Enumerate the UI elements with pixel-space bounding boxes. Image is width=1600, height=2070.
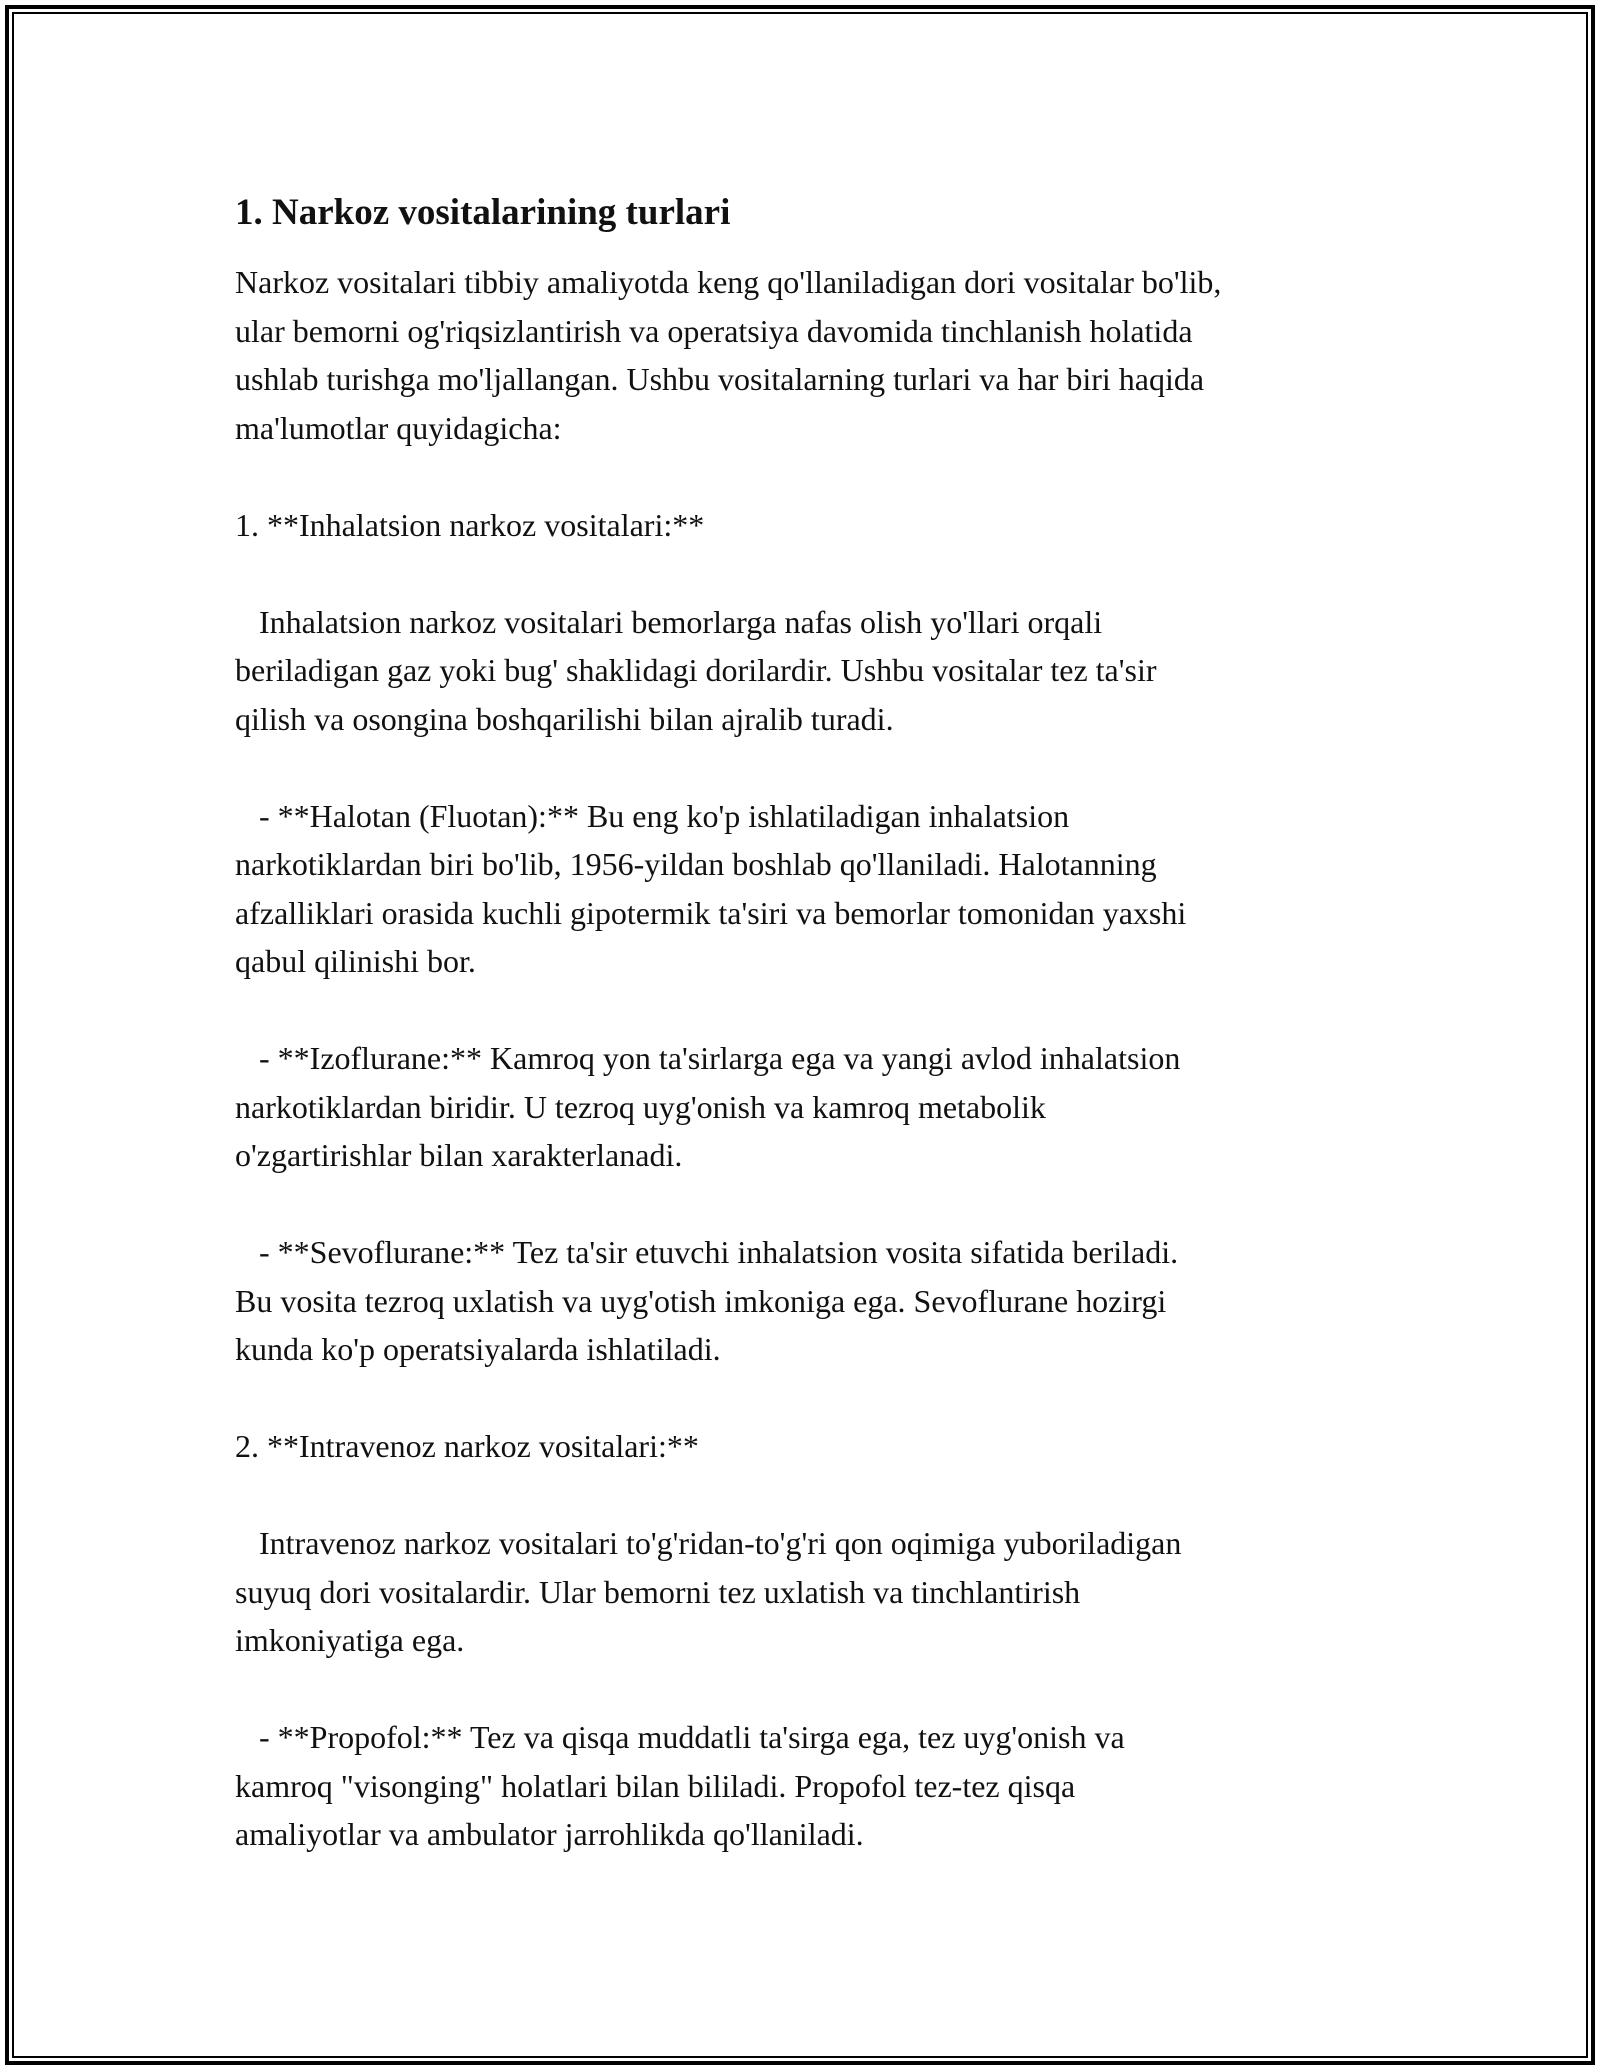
paragraph-spacer bbox=[235, 1374, 1375, 1423]
list-item-propofol: - **Propofol:** Tez va qisqa muddatli ta'sirga ega, tez uyg'onish va kamroq "visonging" holatlari bilan bililadi. Propofol tez-tez qisqa amaliyotlar va ambulator jarrohlikda qo'llaniladi. bbox=[235, 1719, 1125, 1852]
intravenous-description: Intravenoz narkoz vositalari to'g'ridan-to'g'ri qon oqimiga yuboriladigan suyuq dori vositalardir. Ular bemorni tez uxlatish va tinchlantirish imkoniyatiga ega. bbox=[235, 1525, 1182, 1658]
paragraph-spacer bbox=[235, 1471, 1375, 1520]
intro-paragraph: Narkoz vositalari tibbiy amaliyotda keng qo'llaniladigan dori vositalar bo'lib, ular bemorni og'riqsizlantirish va operatsiya davomida tinchlanish holatida ushlab turishga mo'ljallangan. Ushbu vositalarning turlari va har biri haqida ma'lumotlar quyidagicha: bbox=[235, 264, 1222, 446]
paragraph-spacer bbox=[235, 452, 1375, 501]
section-heading-inhalation: 1. **Inhalatsion narkoz vositalari:** bbox=[235, 506, 705, 543]
paragraph-spacer bbox=[235, 743, 1375, 792]
list-item-sevoflurane: - **Sevoflurane:** Tez ta'sir etuvchi inhalatsion vosita sifatida beriladi. Bu vosita tezroq uxlatish va uyg'otish imkoniga ega. Sevoflurane hozirgi kunda ko'p operatsiyalarda ishlatiladi. bbox=[235, 1234, 1179, 1367]
paragraph-spacer bbox=[235, 986, 1375, 1035]
inhalation-description: Inhalatsion narkoz vositalari bemorlarga nafas olish yo'llari orqali beriladigan gaz yoki bug' shaklidagi dorilardir. Ushbu vositalar tez ta'sir qilish va osongina boshqarilishi bilan ajralib turadi. bbox=[235, 603, 1157, 737]
paragraph-spacer bbox=[235, 1180, 1375, 1229]
document-body bbox=[235, 188, 1375, 1859]
paragraph-spacer bbox=[235, 549, 1375, 598]
list-item-halotan: - **Halotan (Fluotan):** Bu eng ko'p ishlatiladigan inhalatsion narkotiklardan biri bo'lib, 1956-yildan boshlab qo'llaniladi. Halotanning afzalliklari orasida kuchli gipotermik ta'siri va bemorlar tomonidan yaxshi qabul qilinishi bor. bbox=[235, 797, 1187, 979]
section-heading-intravenous: 2. **Intravenoz narkoz vositalari:** bbox=[235, 1428, 699, 1464]
list-item-izoflurane: - **Izoflurane:** Kamroq yon ta'sirlarga ega va yangi avlod inhalatsion narkotiklardan biridir. U tezroq uyg'onish va kamroq metabolik o'zgartirishlar bilan xarakterlanadi. bbox=[235, 1040, 1181, 1173]
document-title: 1. Narkoz vositalarining turlari bbox=[235, 192, 731, 233]
paragraph-spacer bbox=[235, 1665, 1375, 1714]
